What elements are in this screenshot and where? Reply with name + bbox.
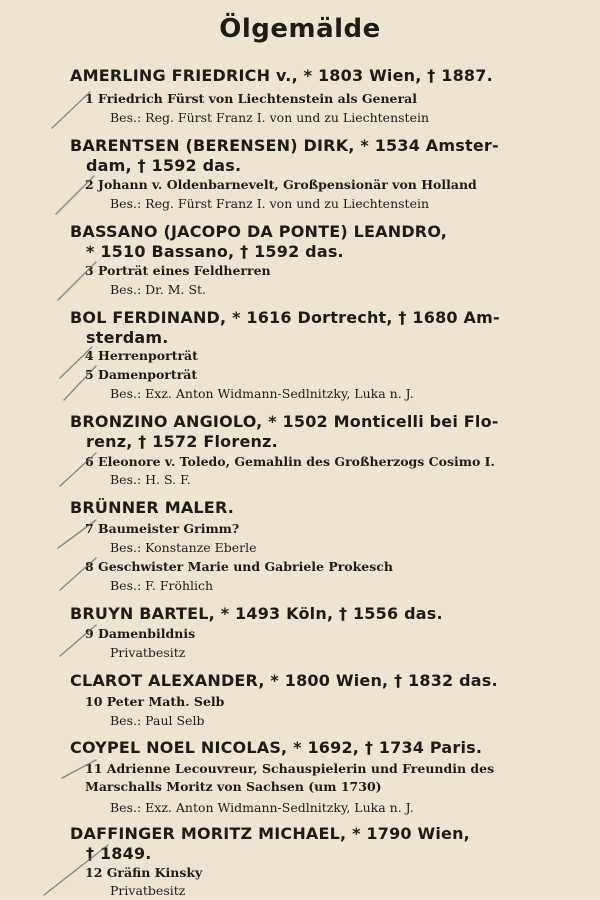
artist-name: BASSANO (JACOPO DA PONTE) LEANDRO, [70,222,448,241]
owner-line: Bes.: Exz. Anton Widmann-Sedlnitzky, Luka n. J. [110,800,414,815]
artist-name-continued: dam, † 1592 das. [86,156,242,175]
work-item: 2 Johann v. Oldenbarnevelt, Großpensionär von Holland [85,177,477,192]
artist-name: BRONZINO ANGIOLO, * 1502 Monticelli bei Flo- [70,412,499,431]
artist-name: BRÜNNER MALER. [70,498,235,517]
owner-line: Privatbesitz [110,645,186,660]
work-item: 6 Eleonore v. Toledo, Gemahlin des Großherzogs Cosimo I. [85,454,495,469]
page-title: Ölgemälde [219,14,381,44]
artist-heading [70,308,525,348]
artist-heading [70,738,525,758]
owner-line: Bes.: Konstanze Eberle [110,540,257,555]
artist-heading [70,824,525,864]
owner-line: Bes.: F. Fröhlich [110,578,214,593]
work-item: 3 Porträt eines Feldherren [85,263,271,278]
artist-name: BRUYN BARTEL, * 1493 Köln, † 1556 das. [70,604,443,623]
artist-name: CLAROT ALEXANDER, * 1800 Wien, † 1832 das. [70,671,498,690]
artist-heading [70,136,525,176]
artist-heading [70,671,525,691]
work-item: 9 Damenbildnis [85,626,196,641]
work-item: 11 Adrienne Lecouvreur, Schauspielerin und Freundin des Marschalls Moritz von Sachsen (um 1730) [85,761,495,794]
artist-name: AMERLING FRIEDRICH v., * 1803 Wien, † 1887. [70,66,493,85]
owner-line: Bes.: Exz. Anton Widmann-Sedlnitzky, Luka n. J. [110,386,414,401]
artist-name: BARENTSEN (BERENSEN) DIRK, * 1534 Amster- [70,136,499,155]
artist-heading [70,498,525,518]
artist-heading [70,66,525,86]
artist-name-continued: renz, † 1572 Florenz. [86,432,278,451]
owner-line: Bes.: Reg. Fürst Franz I. von und zu Liechtenstein [110,196,430,211]
work-item: 7 Baumeister Grimm? [85,521,240,536]
owner-line: Privatbesitz [110,883,186,898]
owner-line: Bes.: Dr. M. St. [110,282,207,297]
artist-name-continued: sterdam. [86,328,169,347]
work-item: 5 Damenporträt [85,367,198,382]
artist-name: COYPEL NOEL NICOLAS, * 1692, † 1734 Paris. [70,738,483,757]
work-item: 8 Geschwister Marie und Gabriele Prokesch [85,559,393,574]
work-item: 4 Herrenporträt [85,348,198,363]
artist-name: BOL FERDINAND, * 1616 Dortrecht, † 1680 Am- [70,308,500,327]
artist-name-continued: * 1510 Bassano, † 1592 das. [86,242,344,261]
artist-heading [70,412,525,452]
owner-line: Bes.: H. S. F. [110,472,191,487]
artist-heading [70,604,525,624]
owner-line: Bes.: Paul Selb [110,713,205,728]
work-item: 12 Gräfin Kinsky [85,865,203,880]
artist-heading [70,222,525,262]
work-item: 1 Friedrich Fürst von Liechtenstein als General [85,91,417,106]
artist-name: DAFFINGER MORITZ MICHAEL, * 1790 Wien, [70,824,470,843]
artist-name-continued: † 1849. [86,844,152,863]
work-item: 10 Peter Math. Selb [85,694,225,709]
owner-line: Bes.: Reg. Fürst Franz I. von und zu Liechtenstein [110,110,430,125]
